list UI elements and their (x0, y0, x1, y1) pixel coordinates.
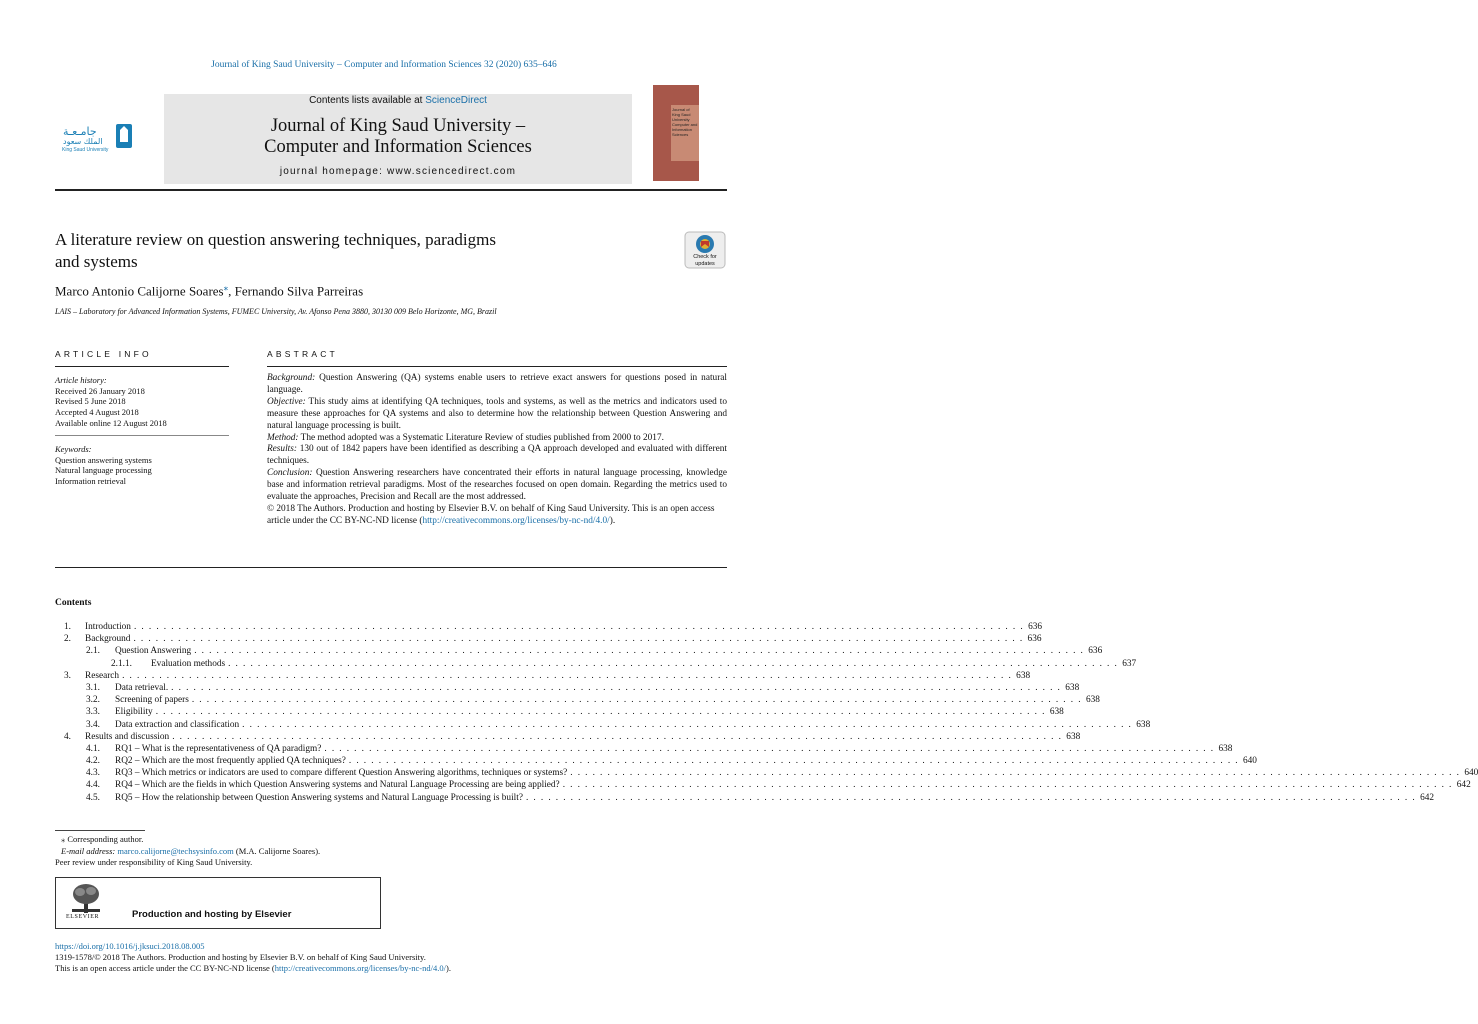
table-of-contents (55, 621, 1478, 804)
toc-number: 2.1. (86, 646, 100, 657)
contents-prefix: Contents lists available at (309, 95, 426, 106)
elsevier-wordmark: ELSEVIER (66, 914, 100, 920)
toc-title[interactable]: Research (85, 670, 120, 681)
article-title (55, 229, 615, 273)
cover-text: Journal of King Saud University Computer and Information Sciences (672, 107, 698, 137)
contents-heading: Contents (55, 598, 92, 608)
toc-row[interactable] (55, 633, 1042, 645)
toc-leader: . . . . . . . . . . . . . . . . . . . . . . . . . . . . . . . . . . . . . . . . . . . . . . . . . . . . . . . . . . . . . . . . . . . . . . . . . . . . . . . . . . . . . . . . . . . . . . . . . . . . . . . . . . . . . . . . . . . . . . . . (133, 634, 1024, 645)
svg-text:ﺟﺎﻣـﻌـﺔ: ﺟﺎﻣـﻌـﺔ (63, 125, 97, 138)
toc-leader: . . . . . . . . . . . . . . . . . . . . . . . . . . . . . . . . . . . . . . . . . . . . . . . . . . . . . . . . . . . . . . . . . . . . . . . . . . . . . . . . . . . . . . . . . . . . . . . . . . . . . . . . . . . . . . . . . . . . . . . . (171, 682, 1062, 693)
oa-line (55, 963, 451, 974)
check-updates-line2: updates (695, 260, 715, 267)
toc-title[interactable]: RQ1 – What is the representativeness of QA paradigm? (115, 743, 322, 754)
keywords-label: Keywords: (55, 444, 92, 454)
toc-number: 4.1. (86, 743, 100, 754)
toc-number: 3.1. (86, 682, 100, 693)
journal-title-line2: Computer and Information Sciences (264, 137, 532, 157)
toc-page[interactable]: 638 (1065, 682, 1080, 693)
authors (55, 282, 363, 299)
toc-title[interactable]: Evaluation methods (151, 658, 226, 669)
sciencedirect-link[interactable]: ScienceDirect (425, 95, 487, 106)
toc-page[interactable]: 640 (1464, 768, 1478, 779)
keyword-item: Information retrieval (55, 476, 127, 487)
toc-row[interactable] (55, 694, 1100, 706)
ksu-logo-text: King Saud University (62, 147, 109, 153)
oa-suffix: ). (446, 963, 451, 973)
toc-page[interactable]: 636 (1088, 646, 1103, 657)
toc-title[interactable]: RQ2 – Which are the most frequently applied QA techniques? (115, 756, 346, 767)
toc-leader: . . . . . . . . . . . . . . . . . . . . . . . . . . . . . . . . . . . . . . . . . . . . . . . . . . . . . . . . . . . . . . . . . . . . . . . . . . . . . . . . . . . . . . . . . . . . . . . . . . . . . . . . . . . . . . . . . . . . . . . . (122, 670, 1013, 681)
toc-indent (55, 682, 115, 694)
bottom-info (55, 941, 451, 974)
toc-number: 3.4. (86, 719, 100, 730)
article-info-rule (55, 366, 229, 367)
toc-row[interactable] (55, 719, 1151, 731)
toc-number: 2. (64, 634, 71, 645)
toc-indent (55, 755, 115, 767)
background-label: Background: (267, 373, 316, 383)
toc-page[interactable]: 637 (1122, 658, 1137, 669)
journal-title (164, 116, 632, 158)
toc-number: 4.3. (86, 768, 100, 779)
toc-leader: . . . . . . . . . . . . . . . . . . . . . . . . . . . . . . . . . . . . . . . . . . . . . . . . . . . . . . . . . . . . . . . . . . . . . . . . . . . . . . . . . . . . . . . . . . . . . . . . . . . . . . . . . . . . . . . . . . . . . . . . (324, 743, 1215, 754)
toc-number: 4.4. (86, 780, 100, 791)
abstract-rule (267, 366, 727, 367)
toc-indent (55, 792, 115, 804)
toc-indent (55, 767, 115, 779)
toc-number: 1. (64, 622, 71, 632)
abstract-heading: ABSTRACT (267, 349, 338, 359)
toc-title[interactable]: Data extraction and classification (115, 719, 240, 730)
affiliation: LAIS – Laboratory for Advanced Information Systems, FUMEC University, Av. Afonso Pena 3880, 30130 009 Belo Horizonte, MG, Brazil (55, 307, 497, 316)
toc-page[interactable]: 636 (1028, 622, 1043, 632)
homepage-prefix: journal homepage: (279, 166, 388, 177)
toc-row[interactable] (55, 645, 1103, 657)
peer-review-note: Peer review under responsibility of King Saud University. (55, 857, 253, 867)
abstract-conclusion (267, 468, 727, 504)
svg-text:ﺍﻟﻤﻠﻚ ﺳﻌﻮﺩ: ﺍﻟﻤﻠﻚ ﺳﻌﻮﺩ (63, 137, 103, 146)
author-2[interactable]: Fernando Silva Parreiras (234, 283, 364, 299)
toc-row[interactable] (55, 767, 1478, 779)
toc-indent (55, 706, 115, 718)
toc-title[interactable]: RQ3 – Which metrics or indicators are used to compare different Question Answering algorithms, techniques or systems? (115, 768, 568, 779)
conclusion-label: Conclusion: (267, 468, 313, 479)
method-label: Method: (267, 432, 299, 443)
footnote-mark: ⁎ (61, 834, 66, 844)
toc-indent (55, 779, 115, 791)
article-history (55, 375, 229, 429)
toc-row[interactable] (55, 743, 1233, 755)
toc-title[interactable]: RQ4 – Which are the fields in which Question Answering systems and Natural Language Processing are being applied? (115, 780, 560, 791)
license-link[interactable]: http://creativecommons.org/licenses/by-nc-nd/4.0/ (422, 515, 610, 526)
corresponding-mark[interactable]: ⁎ (223, 282, 229, 292)
toc-title[interactable]: Results and discussion (85, 731, 170, 742)
elsevier-tree-icon (70, 883, 102, 913)
toc-title[interactable]: Background (85, 634, 131, 645)
copyright-text: © 2018 The Authors. Production and hosting by Elsevier B.V. on behalf of King Saud University. This is an open access article under the CC BY-NC-ND license ( (267, 503, 715, 526)
conclusion-text: Question Answering researchers have concentrated their efforts in natural language processing, knowledge base and information retrieval paradigms. Most of the researches focused on open domain. Regarding the metrics used to evaluate the approaches, Precision and Recall are the most addressed. (267, 468, 727, 503)
toc-leader: . . . . . . . . . . . . . . . . . . . . . . . . . . . . . . . . . . . . . . . . . . . . . . . . . . . . . . . . . . . . . . . . . . . . . . . . . . . . . . . . . . . . . . . . . . . . . . . . . . . . . . . . . . . . . . . . . . . . . . . . (525, 792, 1417, 803)
toc-leader: . . . . . . . . . . . . . . . . . . . . . . . . . . . . . . . . . . . . . . . . . . . . . . . . . . . . . . . . . . . . . . . . . . . . . . . . . . . . . . . . . . . . . . . . . . . . . . . . . . . . . . . . . . . . . . . . . . . . . . . . (348, 756, 1239, 767)
background-text: Question Answering (QA) systems enable users to retrieve exact answers for questions posed in natural language. (267, 373, 727, 395)
toc-leader: . . . . . . . . . . . . . . . . . . . . . . . . . . . . . . . . . . . . . . . . . . . . . . . . . . . . . . . . . . . . . . . . . . . . . . . . . . . . . . . . . . . . . . . . . . . . . . . . . . . . . . . . . . . . . . . . . . . . . . . . (242, 719, 1133, 730)
toc-leader: . . . . . . . . . . . . . . . . . . . . . . . . . . . . . . . . . . . . . . . . . . . . . . . . . . . . . . . . . . . . . . . . . . . . . . . . . . . . . . . . . . . . . . . . . . . . . . . . . . . . . . . . . . . . . . . . . . . . . . . . (191, 695, 1082, 706)
article-history-label: Article history: (55, 375, 107, 385)
toc-page[interactable]: 636 (1027, 634, 1042, 645)
email-link[interactable]: marco.calijorne@techsysinfo.com (117, 845, 234, 856)
keywords (55, 444, 229, 487)
abstract-background (267, 373, 727, 397)
toc-page[interactable]: 638 (1066, 731, 1081, 742)
toc-page[interactable]: 638 (1049, 707, 1064, 718)
elsevier-box (55, 877, 381, 929)
objective-label: Objective: (267, 396, 306, 407)
toc-row[interactable] (55, 658, 1137, 670)
toc-number: 4.2. (86, 756, 100, 767)
abstract-method (267, 433, 727, 445)
toc-title[interactable]: Eligibility (115, 707, 153, 718)
toc-row[interactable] (55, 792, 1435, 804)
keyword-item: Question answering systems (55, 454, 152, 465)
history-received: Received 26 January 2018 (55, 385, 145, 396)
toc-title[interactable]: Data retrieval. (115, 682, 169, 693)
history-revised: Revised 5 June 2018 (55, 396, 126, 407)
journal-homepage (164, 166, 632, 177)
toc-title[interactable]: Screening of papers (115, 695, 189, 706)
toc-title[interactable]: Question Answering (115, 646, 192, 657)
toc-leader: . . . . . . . . . . . . . . . . . . . . . . . . . . . . . . . . . . . . . . . . . . . . . . . . . . . . . . . . . . . . . . . . . . . . . . . . . . . . . . . . . . . . . . . . . . . . . . . . . . . . . . . . . . . . . . . . . . . . . . . . (194, 646, 1085, 657)
method-text: The method adopted was a Systematic Literature Review of studies published from 2000 to 2017. (298, 432, 664, 443)
author-separator: , (228, 283, 235, 299)
toc-indent (55, 694, 115, 706)
contents-available (164, 95, 632, 106)
toc-leader: . . . . . . . . . . . . . . . . . . . . . . . . . . . . . . . . . . . . . . . . . . . . . . . . . . . . . . . . . . . . . . . . . . . . . . . . . . . . . . . . . . . . . . . . . . . . . . . . . . . . . . . . . . . . . . . . . . . . . . . . (133, 622, 1025, 632)
toc-title[interactable]: RQ5 – How the relationship between Question Answering systems and Natural Language Processing is built? (115, 792, 523, 803)
toc-page[interactable]: 642 (1456, 780, 1471, 791)
toc-page[interactable]: 638 (1136, 719, 1151, 730)
article-info-heading: ARTICLE INFO (55, 349, 152, 359)
toc-leader: . . . . . . . . . . . . . . . . . . . . . . . . . . . . . . . . . . . . . . . . . . . . . . . . . . . . . . . . . . . . . . . . . . . . . . . . . . . . . . . . . . . . . . . . . . . . . . . . . . . . . . . . . . . . . . . . . . . . . . . . (562, 780, 1453, 791)
toc-indent (55, 719, 115, 731)
toc-indent (55, 645, 115, 657)
ksu-logo (56, 120, 136, 156)
toc-row[interactable] (55, 682, 1080, 694)
toc-page[interactable]: 642 (1420, 792, 1435, 803)
toc-row[interactable] (55, 779, 1471, 791)
toc-leader: . . . . . . . . . . . . . . . . . . . . . . . . . . . . . . . . . . . . . . . . . . . . . . . . . . . . . . . . . . . . . . . . . . . . . . . . . . . . . . . . . . . . . . . . . . . . . . . . . . . . . . . . . . . . . . . . . . . . . . . . (570, 768, 1461, 779)
abstract-results (267, 444, 727, 468)
journal-cover (653, 85, 699, 181)
doi-link[interactable]: https://doi.org/10.1016/j.jksuci.2018.08.005 (55, 941, 205, 951)
toc-leader: . . . . . . . . . . . . . . . . . . . . . . . . . . . . . . . . . . . . . . . . . . . . . . . . . . . . . . . . . . . . . . . . . . . . . . . . . . . . . . . . . . . . . . . . . . . . . . . . . . . . . . . . . . . . . . . . . . . . . . . . (155, 707, 1046, 718)
toc-number: 4.5. (86, 792, 100, 803)
footnotes (55, 834, 320, 869)
toc-number: 3. (64, 670, 71, 681)
toc-indent (55, 658, 151, 670)
toc-title[interactable]: Introduction (85, 622, 131, 632)
toc-page[interactable]: 640 (1243, 756, 1257, 767)
history-accepted: Accepted 4 August 2018 (55, 407, 139, 418)
toc-indent (55, 743, 115, 755)
journal-citation[interactable]: Journal of King Saud University – Computer and Information Sciences 32 (2020) 635–646 (211, 60, 557, 70)
article-title-line1: A literature review on question answering techniques, paradigms (55, 230, 496, 249)
production-hosting: Production and hosting by Elsevier (132, 909, 292, 920)
toc-number: 2.1.1. (111, 658, 132, 669)
email-label: E-mail address: (61, 845, 116, 856)
footnote-rule (55, 830, 145, 831)
issn-line: 1319-1578/© 2018 The Authors. Production and hosting by Elsevier B.V. on behalf of King Saud University. (55, 952, 426, 962)
toc-row[interactable] (55, 755, 1257, 767)
check-updates-icon (685, 232, 725, 256)
toc-page[interactable]: 638 (1016, 670, 1031, 681)
copyright-end: ). (609, 515, 616, 526)
toc-number: 4. (64, 731, 71, 742)
toc-page[interactable]: 638 (1085, 695, 1100, 706)
email-note (55, 846, 320, 858)
corresponding-text: Corresponding author. (65, 834, 144, 844)
history-online: Available online 12 August 2018 (55, 417, 167, 428)
header-rule (55, 189, 727, 191)
toc-row[interactable] (55, 731, 1081, 743)
homepage-url[interactable]: www.sciencedirect.com (387, 166, 517, 177)
abstract-copyright (267, 504, 727, 528)
check-updates-line1: Check for (693, 254, 717, 260)
toc-number: 3.3. (86, 707, 100, 718)
toc-leader: . . . . . . . . . . . . . . . . . . . . . . . . . . . . . . . . . . . . . . . . . . . . . . . . . . . . . . . . . . . . . . . . . . . . . . . . . . . . . . . . . . . . . . . . . . . . . . . . . . . . . . . . . . . . . . . . . . . . . . . . (228, 658, 1119, 669)
toc-page[interactable]: 638 (1218, 743, 1233, 754)
journal-title-line1: Journal of King Saud University – (270, 116, 526, 136)
results-label: Results: (267, 444, 297, 455)
keywords-rule (55, 435, 229, 436)
corresponding-note (55, 834, 320, 846)
oa-license-link[interactable]: http://creativecommons.org/licenses/by-nc-nd/4.0/ (274, 963, 446, 973)
objective-text: This study aims at identifying QA techniques, tools and systems, as well as the metrics and indicators used to measure these approaches for QA systems and also to determine how the relationship between Question Answering and natural language processing is built. (267, 396, 727, 431)
email-suffix: (M.A. Calijorne Soares). (233, 845, 321, 856)
check-for-updates-button[interactable] (685, 232, 725, 268)
toc-number: 3.2. (86, 695, 100, 706)
abstract-bottom-rule (55, 567, 727, 568)
keyword-item: Natural language processing (55, 465, 152, 476)
toc-row[interactable] (55, 621, 1043, 633)
article-title-line2: and systems (55, 252, 138, 271)
author-1[interactable]: Marco Antonio Calijorne Soares (55, 283, 224, 299)
toc-leader: . . . . . . . . . . . . . . . . . . . . . . . . . . . . . . . . . . . . . . . . . . . . . . . . . . . . . . . . . . . . . . . . . . . . . . . . . . . . . . . . . . . . . . . . . . . . . . . . . . . . . . . . . . . . . . . . . . . . . . . . (172, 731, 1063, 742)
abstract-objective (267, 397, 727, 433)
abstract-body (267, 373, 727, 528)
toc-row[interactable] (55, 670, 1031, 682)
results-text: 130 out of 1842 papers have been identified as describing a QA approach developed and evaluated with different techniques. (267, 444, 727, 467)
toc-row[interactable] (55, 706, 1064, 718)
oa-prefix: This is an open access article under the CC BY-NC-ND license ( (55, 963, 275, 973)
check-updates-label (685, 254, 725, 267)
